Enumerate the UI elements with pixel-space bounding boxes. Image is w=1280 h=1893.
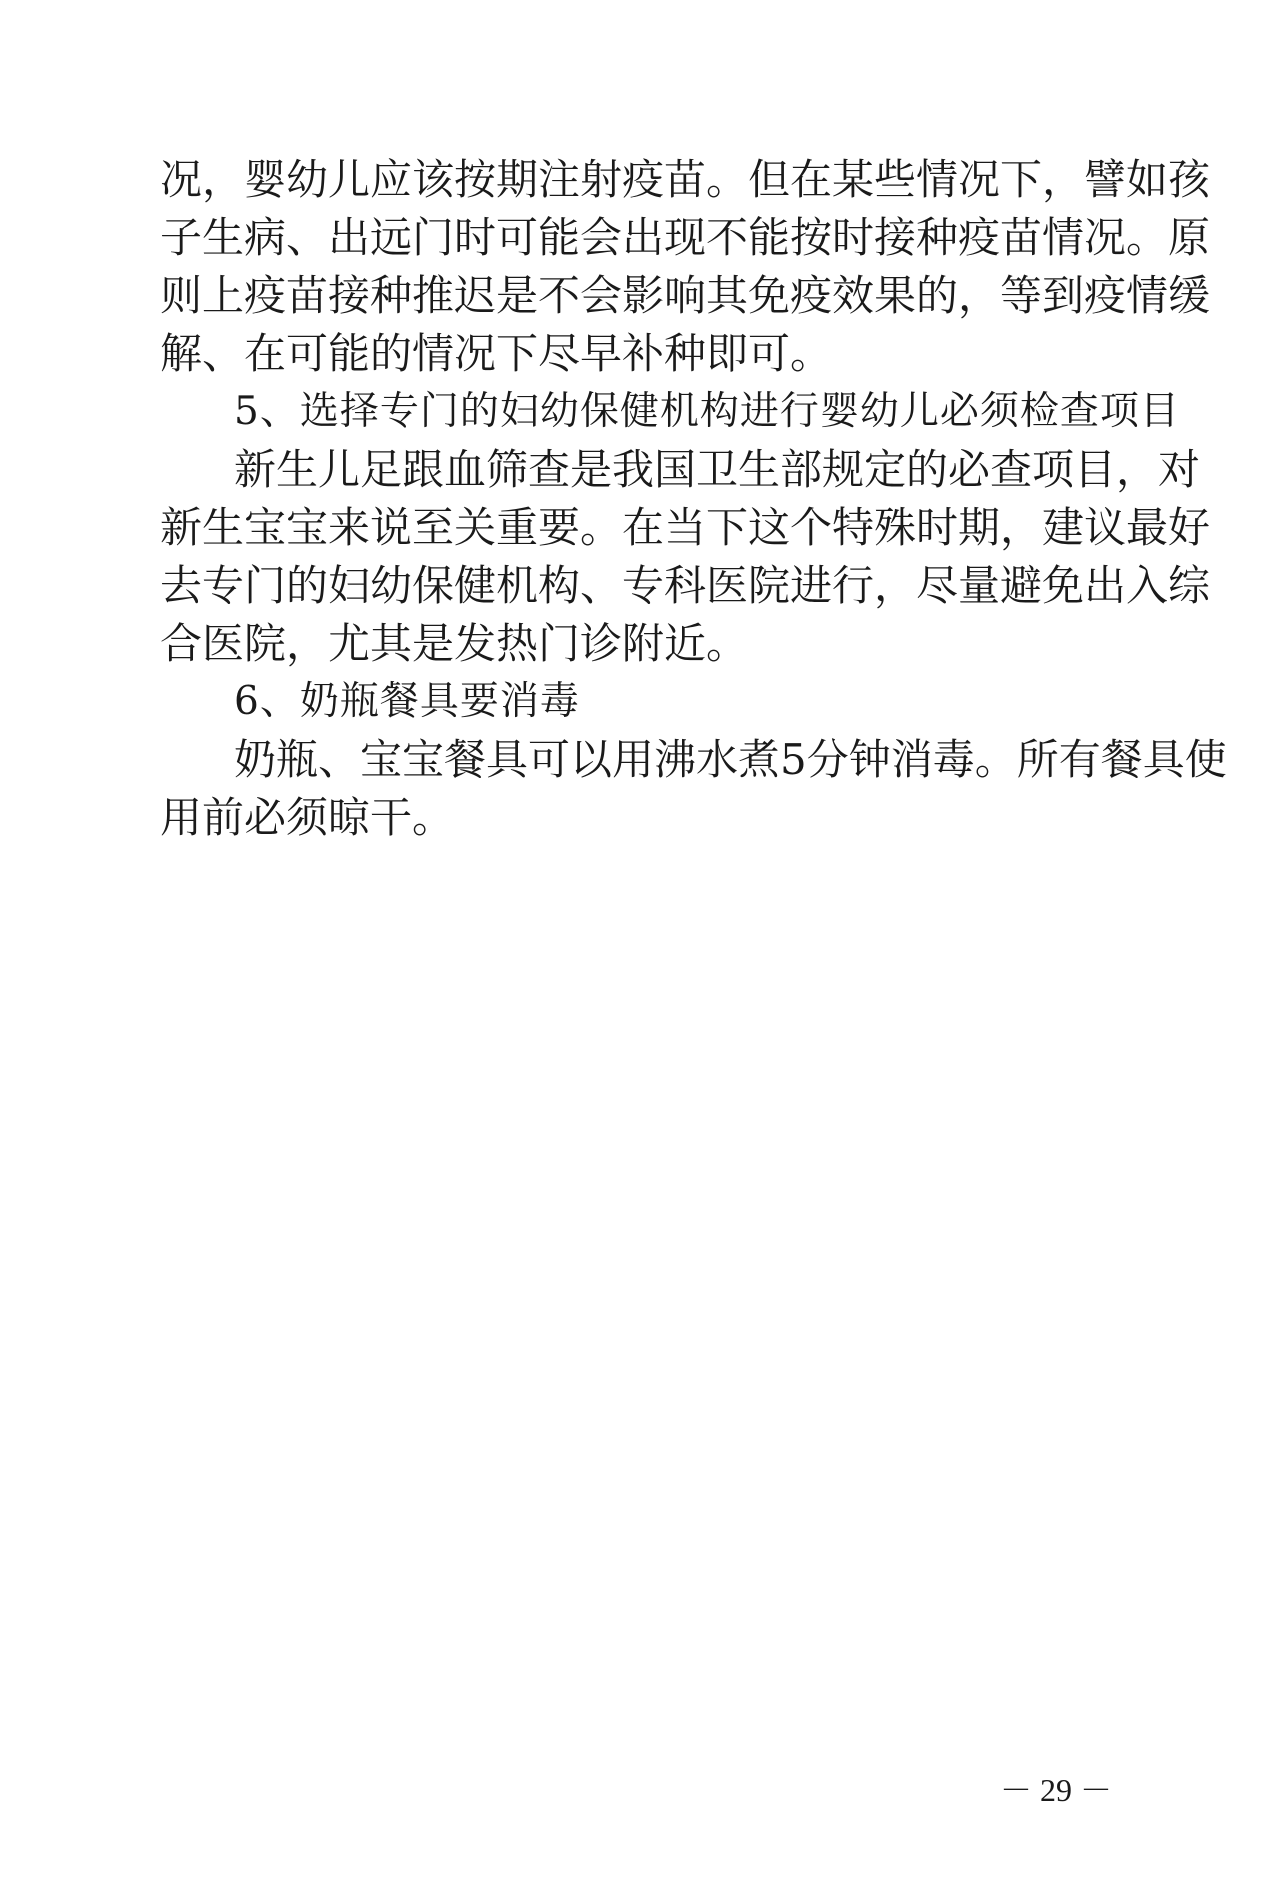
paragraph-line: 新生宝宝来说至关重要。在当下这个特殊时期，建议最好: [160, 503, 1211, 552]
paragraph-line: 奶瓶、宝宝餐具可以用沸水煮5分钟消毒。所有餐具使: [234, 735, 1227, 784]
paragraph-line: 去专门的妇幼保健机构、专科医院进行，尽量避免出入综: [160, 561, 1211, 610]
paragraph-line: 用前必须晾干。: [160, 793, 455, 842]
paragraph-line: 则上疫苗接种推迟是不会影响其免疫效果的，等到疫情缓: [160, 271, 1211, 320]
section-heading: 6、奶瓶餐具要消毒: [234, 679, 580, 724]
paragraph-line: 解、在可能的情况下尽早补种即可。: [160, 329, 833, 378]
paragraph-line: 新生儿足跟血筛查是我国卫生部规定的必查项目，对: [234, 445, 1201, 494]
section-heading: 5、选择专门的妇幼保健机构进行婴幼儿必须检查项目: [234, 389, 1180, 434]
paragraph-line: 合医院，尤其是发热门诊附近。: [160, 619, 749, 668]
paragraph-line: 况，婴幼儿应该按期注射疫苗。但在某些情况下，譬如孩: [160, 155, 1211, 204]
page-number: － 29 －: [1000, 1772, 1113, 1808]
paragraph-line: 子生病、出远门时可能会出现不能按时接种疫苗情况。原: [160, 213, 1211, 262]
